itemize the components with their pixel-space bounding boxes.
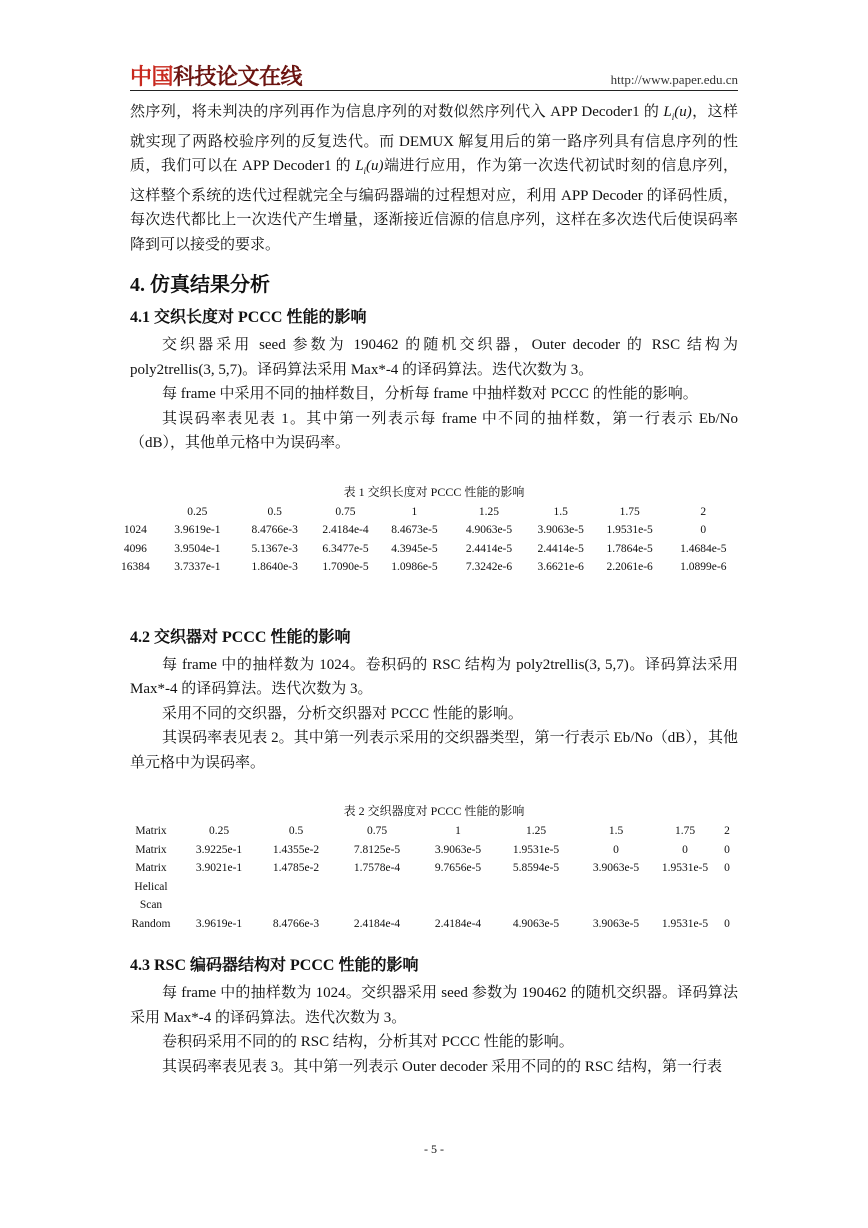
table-cell: Random [131,917,171,930]
table-row [112,521,742,540]
table-1 [112,503,742,577]
table-row [124,915,738,934]
table-cell: 4.3945e-5 [391,542,438,555]
table-cell: 1.0899e-6 [680,561,727,573]
table-cell: 1.8640e-3 [251,561,298,573]
table-cell: 3.9021e-1 [195,862,243,874]
math-sub: i [671,112,675,122]
logo-part2: 科技论文在线 [173,65,303,90]
table-cell: 0 [724,862,730,874]
table-cell: 3.9063e-5 [537,524,584,536]
table-cell: 1.0986e-5 [391,561,438,573]
table2-header-cell: 1.75 [674,825,696,837]
table-cell: 3.9619e-1 [174,524,221,536]
math-arg: (u) [674,104,692,120]
table-cell: 16384 [120,561,150,573]
table-cell: Matrix Helical Scan [134,862,168,911]
table2-header-cell: 0.25 [208,825,230,837]
section-4-1-title: 4.1 交织长度对 PCCC 性能的影响 [130,309,367,326]
table-cell: 0 [724,917,730,930]
table-cell: 3.9225e-1 [195,843,243,856]
table-cell: Matrix [135,843,167,856]
math-L: L [355,158,364,174]
table2-header-cell: Matrix [135,825,167,837]
table2-header-cell: 2 [724,825,730,837]
table-cell: 2.4414e-5 [537,542,584,555]
sec42-paragraph-2: 采用不同的交织器，分析交织器对 PCCC 性能的影响。 [162,705,523,722]
table-row [124,859,738,915]
table2-header-cell: 1 [455,825,461,837]
table2-header-cell: 1.25 [525,825,547,837]
math-Li-u-2 [355,158,383,174]
table-cell: 3.9619e-1 [195,917,243,930]
table-cell: 1.9531e-5 [512,843,560,856]
table2-header-cell: 1.5 [608,825,624,837]
table-row [112,540,742,559]
page-number: - 5 - [424,1142,444,1156]
math-sub: i [363,166,367,176]
table-cell: 7.8125e-5 [353,843,401,856]
sec43-paragraph-3: 其误码率表见表 3。其中第一列表示 Outer decoder 采用不同的的 RSC 结构，第一行表 [162,1058,722,1075]
table-cell: 7.3242e-6 [465,561,513,573]
table-cell: 3.9063e-5 [434,843,482,856]
table1-header-cell: 1 [411,505,418,518]
table1-header-cell: 1.75 [619,505,640,518]
table-cell: 4096 [123,542,147,555]
table-cell: 1.9531e-5 [661,917,709,930]
table-cell: 2.4184e-4 [434,917,482,930]
intro-text-c: 端进行应用，作为第一次迭代初试时刻的信息序列，这样整个系统的迭代过程就完全与编码器端的过程想对应，利用 APP Decoder 的译码性质，每次迭代都比上一次迭代产生增量，逐渐接近信源的信息序列，这样在多次迭代后使误码率降到可以接受的要求。 [130,158,738,253]
sec42-paragraph-1: 每 frame 中的抽样数为 1024。卷积码的 RSC 结构为 poly2trellis(3, 5,7)。译码算法采用 Max*-4 的译码算法。迭代次数为 3。 [130,656,738,697]
table-row [112,558,742,577]
table-cell: 1.4684e-5 [680,542,727,555]
math-L: L [663,104,672,120]
table-cell: 2.4184e-4 [322,524,369,536]
page-content [120,100,738,1079]
intro-text-b: ，这样就实现了两路校验序列的反复迭代。而 DEMUX 解复用后的第一路序列具有信息序列的性质，我们可以在 APP Decoder1 的 [130,104,738,174]
table-cell: 9.7656e-5 [434,862,482,874]
table-cell: 1024 [123,524,147,536]
page-header [130,60,738,91]
table1-header-row [112,503,742,522]
table-cell: 3.9504e-1 [174,542,221,555]
section-4-3-title: 4.3 RSC 编码器结构对 PCCC 性能的影响 [130,957,419,974]
table-cell: 1.9531e-5 [606,524,653,536]
table1-caption: 表 1 交织长度对 PCCC 性能的影响 [343,484,525,499]
sec41-paragraph-1: 交织器采用 seed 参数为 190462 的随机交织器，Outer decoder 的 RSC 结构为 poly2trellis(3, 5,7)。译码算法采用 Max*-4 的译码算法。迭代次数为 3。 [130,337,738,378]
sec43-paragraph-1: 每 frame 中的抽样数为 1024。交织器采用 seed 参数为 190462 的随机交织器。译码算法采用 Max*-4 的译码算法。迭代次数为 3。 [130,985,738,1026]
table1-header-cell: 2 [700,505,707,518]
journal-logo [130,60,302,91]
math-Li-u-1 [659,104,692,120]
intro-text-a: 然序列，将未判决的序列再作为信息序列的对数似然序列代入 APP Decoder1 的 [130,104,660,120]
table2-caption: 表 2 交织器度对 PCCC 性能的影响 [343,804,525,818]
table-cell: 4.9063e-5 [465,524,513,536]
sec42-paragraph-3: 其误码率表见表 2。其中第一列表示采用的交织器类型，第一行表示 Eb/No（dB），其他单元格中为误码率。 [130,730,738,771]
table-cell: 2.2061e-6 [606,561,653,573]
table1-header-cell [112,503,159,522]
table-cell: 8.4673e-5 [391,524,438,536]
table-cell: 5.1367e-3 [251,542,298,555]
header-url[interactable]: http://www.paper.edu.cn [610,72,738,87]
table-row [124,841,738,860]
table1-header-cell: 1.25 [478,505,500,518]
table-cell: 1.7864e-5 [606,542,653,555]
table-cell: 0 [700,524,707,536]
logo-part1: 中国 [130,65,174,90]
table-cell: 1.9531e-5 [661,862,709,874]
table-2 [124,822,738,933]
table-cell: 6.3477e-5 [322,542,369,555]
table-cell: 8.4766e-3 [251,524,298,536]
sec43-paragraph-2: 卷积码采用不同的的 RSC 结构，分析其对 PCCC 性能的影响。 [162,1034,574,1050]
intro-paragraph [130,100,738,257]
section-4-title: 4. 仿真结果分析 [130,274,270,296]
table-cell: 0 [613,843,619,856]
table-cell: 0 [724,843,730,856]
table-cell: 1.4785e-2 [272,862,320,874]
table1-header-cell: 0.75 [335,505,356,518]
sec41-paragraph-2: 每 frame 中采用不同的抽样数目，分析每 frame 中抽样数对 PCCC 的性能的影响。 [162,386,698,402]
sec41-paragraph-3: 其误码率表见表 1。其中第一列表示每 frame 中不同的抽样数，第一行表示 Eb/No（dB），其他单元格中为误码率。 [130,410,738,451]
table1-header-cell: 0.5 [267,505,282,518]
table-cell: 3.9063e-5 [592,917,640,930]
table-cell: 3.7337e-1 [174,561,221,573]
table-cell: 1.7578e-4 [353,862,401,874]
table1-header-cell: 0.25 [187,505,208,518]
table-cell: 5.8594e-5 [512,862,560,874]
table-cell: 1.4355e-2 [272,843,320,856]
table-cell: 8.4766e-3 [272,917,320,930]
table-cell: 1.7090e-5 [322,561,369,573]
table1-header-cell: 1.5 [553,505,568,518]
table2-header-cell: 0.5 [288,825,304,837]
table-cell: 2.4184e-4 [353,917,401,930]
section-4-2-title: 4.2 交织器对 PCCC 性能的影响 [130,628,351,646]
math-arg: (u) [366,158,384,174]
table-cell: 3.9063e-5 [592,862,640,874]
table-cell: 2.4414e-5 [465,542,513,555]
table-cell: 0 [682,843,688,856]
table2-header-cell: 0.75 [366,825,388,837]
table-cell: 3.6621e-6 [537,561,584,573]
table-cell: 4.9063e-5 [512,917,560,930]
table2-header-row [124,822,738,841]
